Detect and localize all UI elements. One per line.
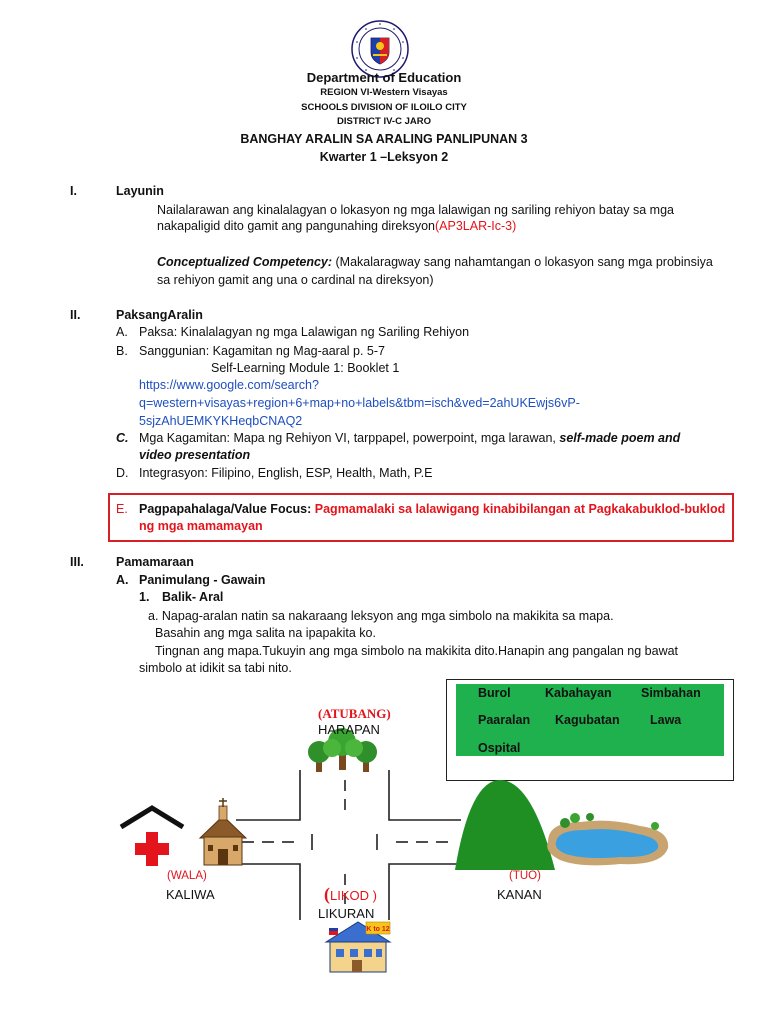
self-learning-module-text: Self-Learning Module 1: Booklet 1 bbox=[211, 361, 400, 375]
kagamitan-line-2: video presentation bbox=[139, 448, 251, 462]
item-number-1: 1. bbox=[139, 590, 150, 604]
label-kanan: KANAN bbox=[497, 887, 542, 902]
church-icon bbox=[200, 798, 246, 865]
kagamitan-text: Mga Kagamitan: Mapa ng Rehiyon VI, tarppapel, powerpoint, mga larawan, bbox=[139, 431, 560, 445]
reference-link-1[interactable]: https://www.google.com/search? bbox=[139, 378, 319, 392]
label-kaliwa: KALIWA bbox=[166, 887, 215, 902]
panimulang-gawain: Panimulang - Gawain bbox=[139, 573, 266, 587]
word-card-ospital[interactable]: Ospital bbox=[478, 741, 521, 755]
label-likod-paren: ( bbox=[324, 884, 330, 904]
item-letter-a: A. bbox=[116, 325, 128, 339]
balik-aral: Balik- Aral bbox=[162, 590, 224, 604]
department-name: Department of Education bbox=[306, 70, 462, 85]
section-heading-pamamaraan: Pamamaraan bbox=[116, 555, 194, 569]
item-letter-c: C. bbox=[116, 431, 129, 445]
item-letter-e: E. bbox=[116, 502, 128, 516]
word-card-kagubatan[interactable]: Kagubatan bbox=[555, 713, 620, 727]
value-focus-line-2: ng mga mamamayan bbox=[139, 519, 263, 533]
conceptualized-competency-label: Conceptualized Competency: bbox=[157, 255, 333, 269]
word-card-paaralan[interactable]: Paaralan bbox=[478, 713, 531, 727]
conceptualized-competency-line-2: sa rehiyon gamit ang una o cardinal na direksyon) bbox=[157, 273, 434, 287]
section-heading-paksang-aralin: PaksangAralin bbox=[116, 308, 203, 322]
word-card-burol[interactable]: Burol bbox=[478, 686, 511, 700]
objective-line-1: Nailalarawan ang kinalalagyan o lokasyon ng mga lalawigan ng sariling rehiyon batay sa mga bbox=[157, 203, 674, 217]
word-card-lawa[interactable]: Lawa bbox=[650, 713, 682, 727]
lesson-plan-title: BANGHAY ARALIN SA ARALING PANLIPUNAN 3 bbox=[240, 132, 528, 146]
objective-text: nakapaligid dito gamit ang pangunahing direksyon bbox=[157, 219, 435, 233]
label-wala: (WALA) bbox=[167, 870, 207, 882]
section-numeral-1: I. bbox=[70, 184, 77, 198]
kagamitan-bold-text: self-made poem and bbox=[559, 431, 681, 445]
school-icon bbox=[326, 922, 390, 972]
word-card-simbahan[interactable]: Simbahan bbox=[641, 686, 701, 700]
label-likod bbox=[324, 884, 377, 905]
reference-link-3[interactable]: 5sjzAhUEMKYKHeqbCNAQ2 bbox=[139, 414, 303, 428]
subsection-letter-a: A. bbox=[116, 573, 129, 587]
label-tuo: (TUO) bbox=[509, 870, 541, 882]
competency-code: (AP3LAR-Ic-3) bbox=[434, 219, 517, 233]
sanggunian-text: Sanggunian: Kagamitan ng Mag-aaral p. 5-7 bbox=[139, 344, 385, 358]
region-name: REGION VI-Western Visayas bbox=[320, 87, 448, 98]
section-numeral-3: III. bbox=[70, 555, 84, 569]
paksa-text: Paksa: Kinalalagyan ng mga Lalawigan ng Sariling Rehiyon bbox=[139, 325, 470, 339]
district-name: DISTRICT IV-C JARO bbox=[337, 116, 431, 127]
balik-aral-line-1: a. Napag-aralan natin sa nakaraang leksyon ang mga simbolo na makikita sa mapa. bbox=[148, 609, 614, 623]
lake-icon bbox=[547, 813, 668, 865]
balik-aral-line-2: Basahin ang mga salita na ipapakita ko. bbox=[155, 626, 376, 640]
hill-icon bbox=[455, 780, 555, 870]
item-letter-d: D. bbox=[116, 466, 129, 480]
school-sign-text: K to 12 bbox=[366, 926, 390, 933]
reference-link-2[interactable]: q=western+visayas+region+6+map+no+labels&tbm=isch&ved=2ahUKEwjs6vP- bbox=[139, 396, 580, 410]
value-focus-label: Pagpapahalaga/Value Focus: bbox=[139, 502, 315, 516]
section-heading-layunin: Layunin bbox=[116, 184, 164, 198]
value-focus-text: Pagmamalaki sa lalawigang kinabibilangan at Pagkakabuklod-buklod bbox=[314, 502, 726, 516]
quarter-lesson: Kwarter 1 –Leksyon 2 bbox=[319, 150, 449, 164]
integrasyon-text: Integrasyon: Filipino, English, ESP, Health, Math, P.E bbox=[139, 466, 433, 480]
hospital-icon bbox=[121, 808, 183, 868]
conceptualized-competency-text: (Makalaragway sang nahamtangan o lokasyon sang mga probinsiya bbox=[332, 255, 713, 269]
division-name: SCHOOLS DIVISION OF ILOILO CITY bbox=[301, 102, 467, 113]
label-harapan: HARAPAN bbox=[318, 722, 380, 737]
label-atubang: (ATUBANG) bbox=[318, 706, 391, 721]
balik-aral-line-4: simbolo at idikit sa tabi nito. bbox=[139, 661, 292, 675]
word-card-kabahayan[interactable]: Kabahayan bbox=[545, 686, 612, 700]
label-likod-text: LIKOD ) bbox=[330, 888, 377, 903]
balik-aral-line-3: Tingnan ang mapa.Tukuyin ang mga simbolo na makikita dito.Hanapin ang pangalan ng bawat bbox=[155, 644, 679, 658]
label-likuran: LIKURAN bbox=[318, 906, 375, 921]
item-letter-b: B. bbox=[116, 344, 128, 358]
section-numeral-2: II. bbox=[70, 308, 81, 322]
